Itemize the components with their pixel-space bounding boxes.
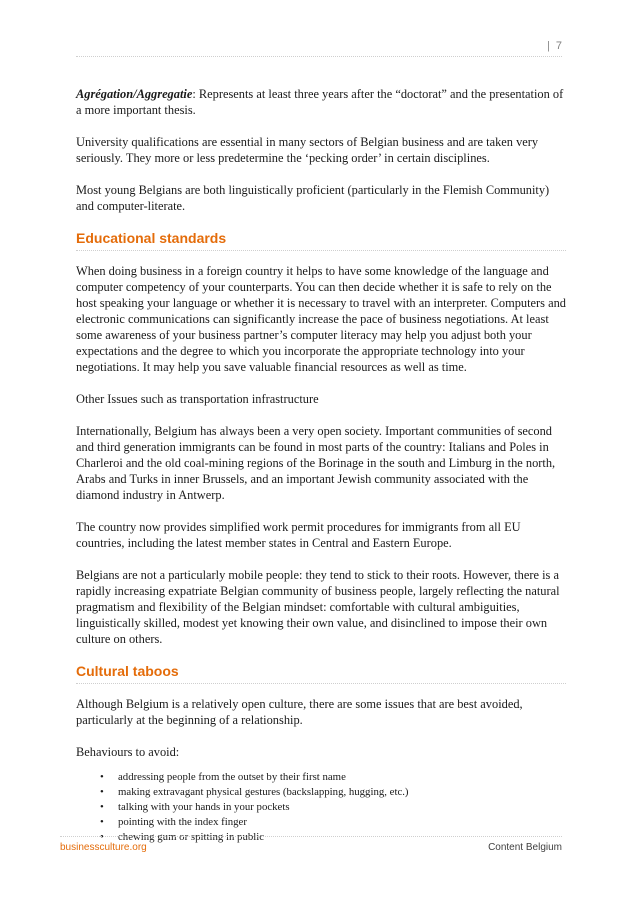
document-body xyxy=(76,86,566,845)
educational-standards-paragraph-4: The country now provides simplified work permit procedures for immigrants from all EU countries, including the latest member states in Central and Eastern Europe. xyxy=(76,520,521,550)
educational-standards-paragraph-3: Internationally, Belgium has always been a very open society. Important communities of second and third generation immigrants can be found in most parts of the country: Italians and Poles in Charleroi and the old coal-mining regions of the Borinage in the south and Limburg in the north, Arabs and Turks in inner Brussels, and an important Jewish community associated with the diamond industry in Antwerp. xyxy=(76,424,556,502)
qualifications-paragraph: University qualifications are essential in many sectors of Belgian business and are taken very seriously. They more or less predetermine the ‘pecking order’ in certain disciplines. xyxy=(76,135,539,165)
bullet-icon: • xyxy=(100,771,104,783)
educational-standards-paragraph-1: When doing business in a foreign country it helps to have some knowledge of the language and computer competency of your counterparts. You can then decide whether it is safe to rely on the host speaking your language or whether it is necessary to travel with an interpreter. Computers and electronic communications can significantly increase the pace of business negotiations. At least some awareness of your business partner’s computer literacy may help you adjust both your expectations and the degree to which you incorporate the appropriate technology into your negotiations. It may help you save valuable financial resources as well as time. xyxy=(76,264,566,374)
agregation-text: : Represents at least three years after the “doctorat” and the presentation of a more important thesis. xyxy=(76,87,564,117)
list-item: • chewing gum or spitting in public xyxy=(100,831,265,843)
page-number-separator: | xyxy=(546,40,550,52)
agregation-paragraph xyxy=(76,86,566,118)
footer-section-title: Content Belgium xyxy=(488,842,562,853)
page-number-value: 7 xyxy=(555,40,562,52)
bullet-icon: • xyxy=(100,786,104,798)
cultural-taboos-heading: Cultural taboos xyxy=(76,663,566,684)
educational-standards-paragraph-5: Belgians are not a particularly mobile people: they tend to stick to their roots. However, there is a rapidly increasing expatriate Belgian community of business people, largely reflecting the natural pragmatism and flexibility of the Belgian mindset: comfortable with cultural ambiguities, linguistically skilled, modest yet knowing their own value, and disinclined to impose their own culture on others. xyxy=(76,568,560,646)
behaviours-to-avoid-list xyxy=(76,770,566,845)
agregation-term: Agrégation/Aggregatie xyxy=(76,87,193,101)
bullet-icon: • xyxy=(100,816,104,828)
footer-site-link[interactable]: businessculture.org xyxy=(60,842,147,853)
header-divider xyxy=(76,56,562,57)
footer-divider xyxy=(60,836,562,837)
list-item: • pointing with the index finger xyxy=(100,816,247,828)
educational-standards-heading: Educational standards xyxy=(76,230,566,251)
list-item: • making extravagant physical gestures (backslapping, hugging, etc.) xyxy=(100,786,409,798)
bullet-icon: • xyxy=(100,801,104,813)
list-item: • addressing people from the outset by their first name xyxy=(100,771,346,783)
educational-standards-paragraph-2: Other Issues such as transportation infrastructure xyxy=(76,392,319,406)
list-item: • talking with your hands in your pockets xyxy=(100,801,290,813)
bullet-icon: • xyxy=(100,831,104,843)
page-number xyxy=(547,40,562,52)
cultural-taboos-paragraph-1: Although Belgium is a relatively open culture, there are some issues that are best avoided, particularly at the beginning of a relationship. xyxy=(76,697,523,727)
behaviours-to-avoid-label: Behaviours to avoid: xyxy=(76,745,180,759)
young-belgians-paragraph: Most young Belgians are both linguistically proficient (particularly in the Flemish Community) and computer-literate. xyxy=(76,183,550,213)
